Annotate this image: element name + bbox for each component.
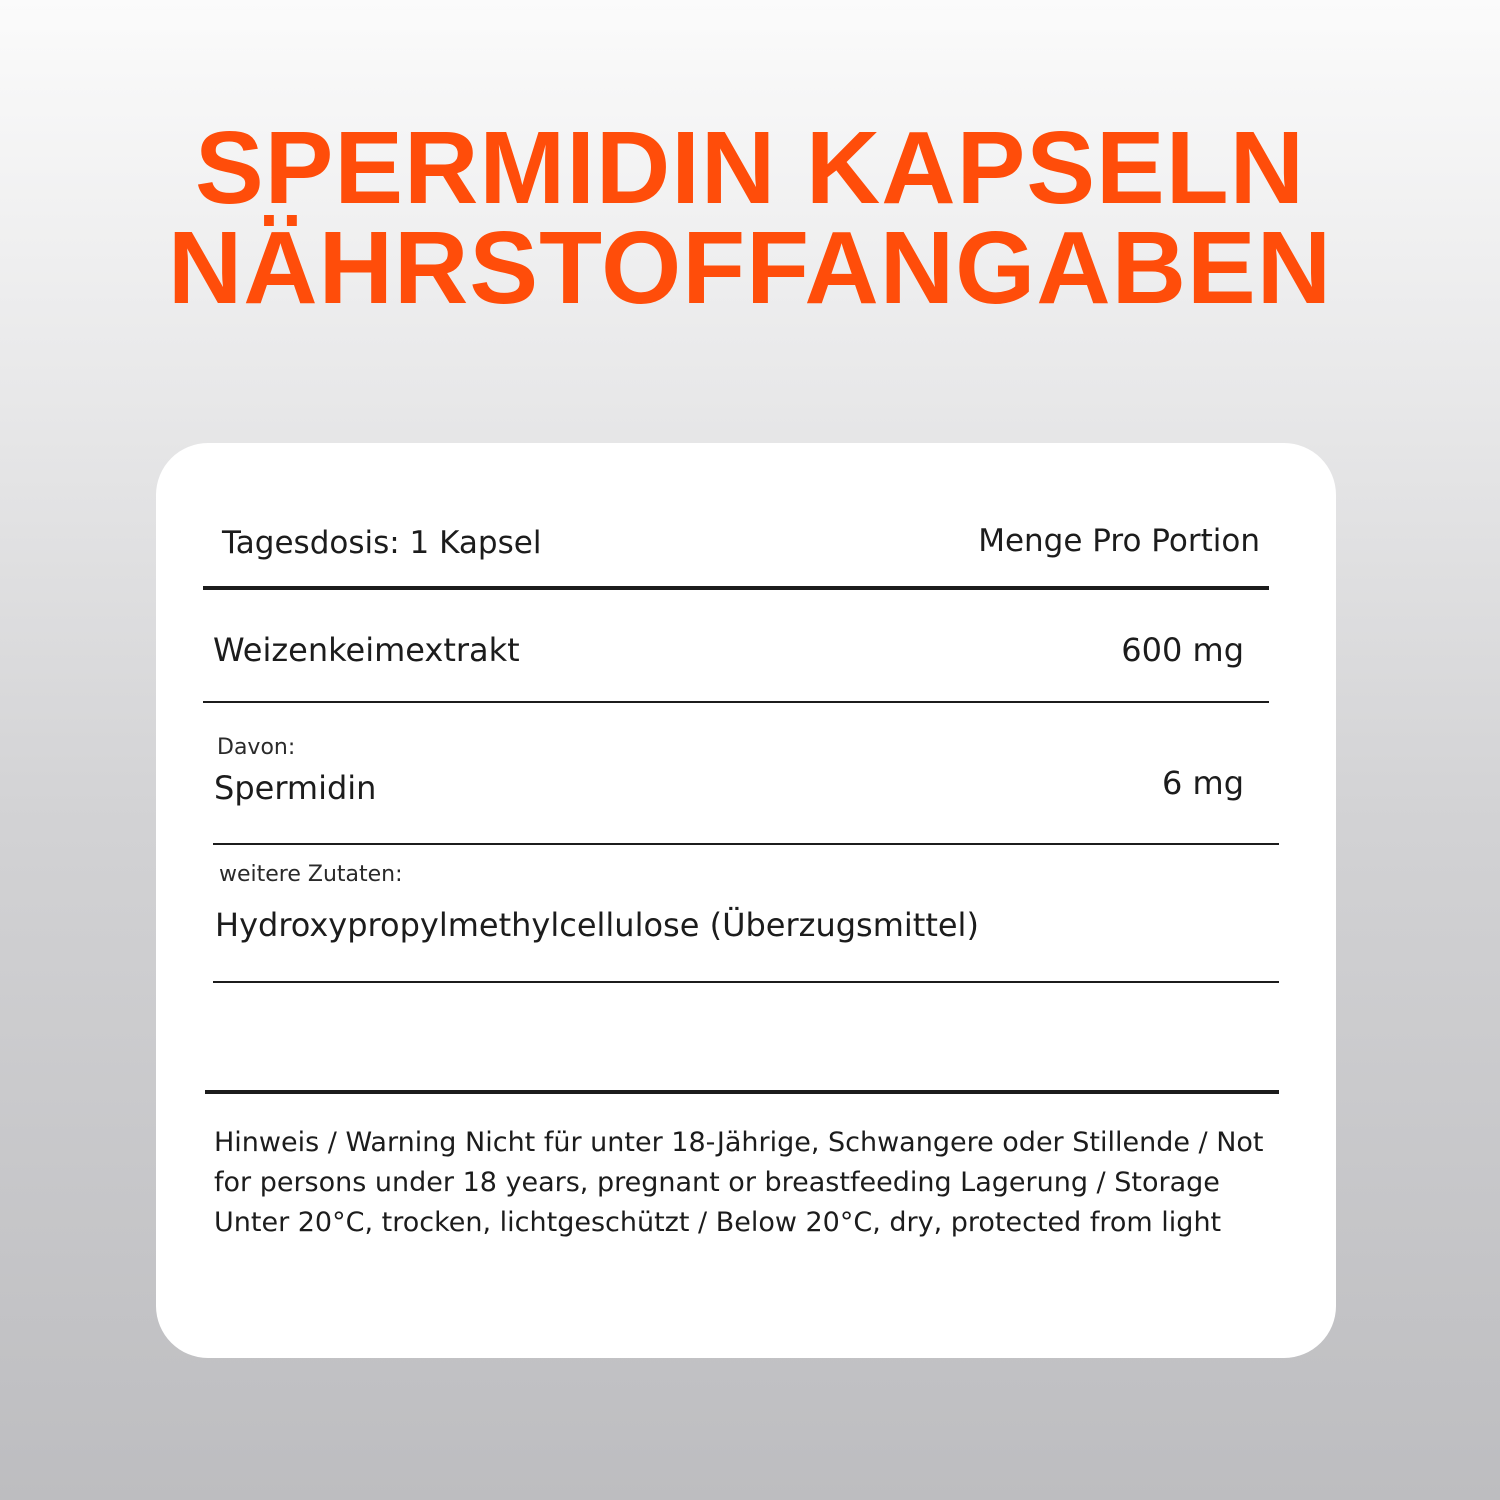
- ingredient-amount-1: 600 mg: [1121, 631, 1244, 669]
- ingredient-amount-2: 6 mg: [1161, 764, 1244, 802]
- row-divider-2: [213, 843, 1279, 845]
- other-ingredients-label: weitere Zutaten:: [219, 862, 403, 887]
- header-divider: [203, 586, 1269, 590]
- ingredient-prefix-2: Davon:: [217, 735, 296, 760]
- page-title: [0, 110, 1500, 325]
- ingredient-name-2: Spermidin: [214, 769, 377, 807]
- ingredient-name-1: Weizenkeimextrakt: [213, 631, 520, 669]
- row-divider-1: [203, 701, 1269, 703]
- warning-text: Hinweis / Warning Nicht für unter 18-Jährige, Schwangere oder Stillende / Not for persons under 18 years, pregnant or breastfeeding Lagerung / Storage Unter 20°C, trocken, lichtgeschützt / Below 20°C, dry, protected from light: [214, 1127, 1264, 1238]
- row-divider-3: [213, 981, 1279, 983]
- title-line-2: NÄHRSTOFFANGABEN: [167, 210, 1333, 325]
- title-line-1: SPERMIDIN KAPSELN: [194, 110, 1306, 225]
- other-ingredients-value: Hydroxypropylmethylcellulose (Überzugsmittel): [215, 906, 979, 944]
- daily-dose-label: Tagesdosis: 1 Kapsel: [222, 525, 542, 561]
- amount-per-serving-label: Menge Pro Portion: [978, 523, 1260, 559]
- nutrition-facts-card: [156, 443, 1336, 1358]
- warning-divider: [205, 1090, 1279, 1094]
